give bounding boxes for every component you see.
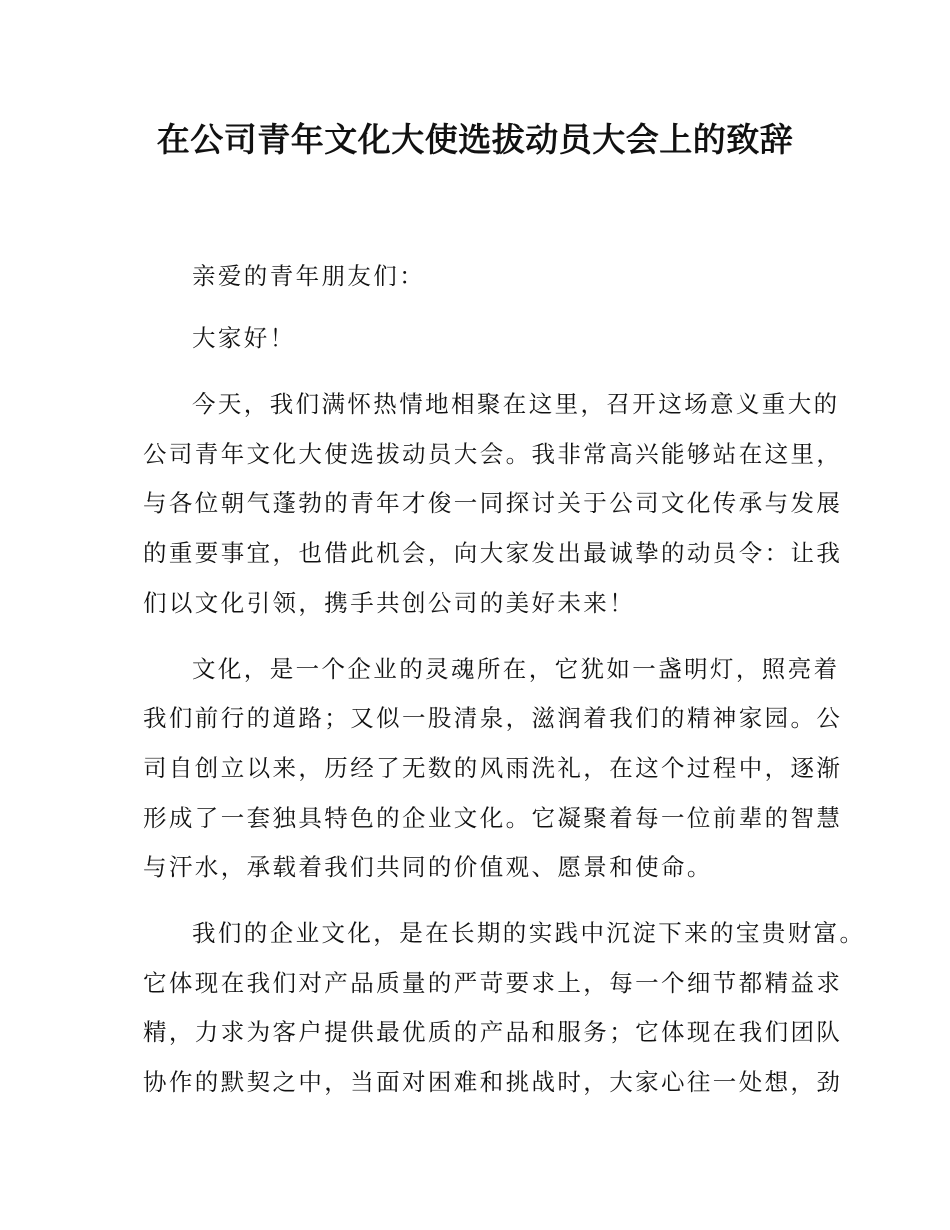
document-title: 在公司青年文化大使选拔动员大会上的致辞 — [156, 120, 794, 159]
greeting: 大家好！ — [192, 324, 296, 352]
paragraph-2-line-4: 形成了一套独具特色的企业文化。它凝聚着每一位前辈的智慧 — [143, 804, 843, 832]
paragraph-2-line-5: 与汗水，承载着我们共同的价值观、愿景和使命。 — [143, 853, 713, 881]
paragraph-2-line-3: 司自创立以来，历经了无数的风雨洗礼，在这个过程中，逐渐 — [143, 754, 843, 782]
paragraph-1-line-5: 们以文化引领，携手共创公司的美好未来！ — [143, 589, 636, 617]
paragraph-1-line-4: 的重要事宜，也借此机会，向大家发出最诚挚的动员令：让我 — [143, 539, 843, 567]
paragraph-3-line-4: 协作的默契之中，当面对困难和挑战时，大家心往一处想，劲 — [143, 1068, 843, 1096]
paragraph-2-line-2: 我们前行的道路；又似一股清泉，滋润着我们的精神家园。公 — [143, 704, 843, 732]
salutation: 亲爱的青年朋友们： — [192, 262, 426, 290]
paragraph-3-line-2: 它体现在我们对产品质量的严苛要求上，每一个细节都精益求 — [143, 969, 843, 997]
paragraph-1-line-1: 今天，我们满怀热情地相聚在这里，召开这场意义重大的 — [192, 390, 840, 418]
paragraph-1-line-3: 与各位朝气蓬勃的青年才俊一同探讨关于公司文化传承与发展 — [143, 489, 843, 517]
paragraph-3-line-3: 精，力求为客户提供最优质的产品和服务；它体现在我们团队 — [143, 1018, 843, 1046]
paragraph-1-line-2: 公司青年文化大使选拔动员大会。我非常高兴能够站在这里， — [143, 440, 843, 468]
paragraph-2-line-1: 文化，是一个企业的灵魂所在，它犹如一盏明灯，照亮着 — [192, 655, 840, 683]
paragraph-3-line-1: 我们的企业文化，是在长期的实践中沉淀下来的宝贵财富。 — [192, 919, 866, 947]
